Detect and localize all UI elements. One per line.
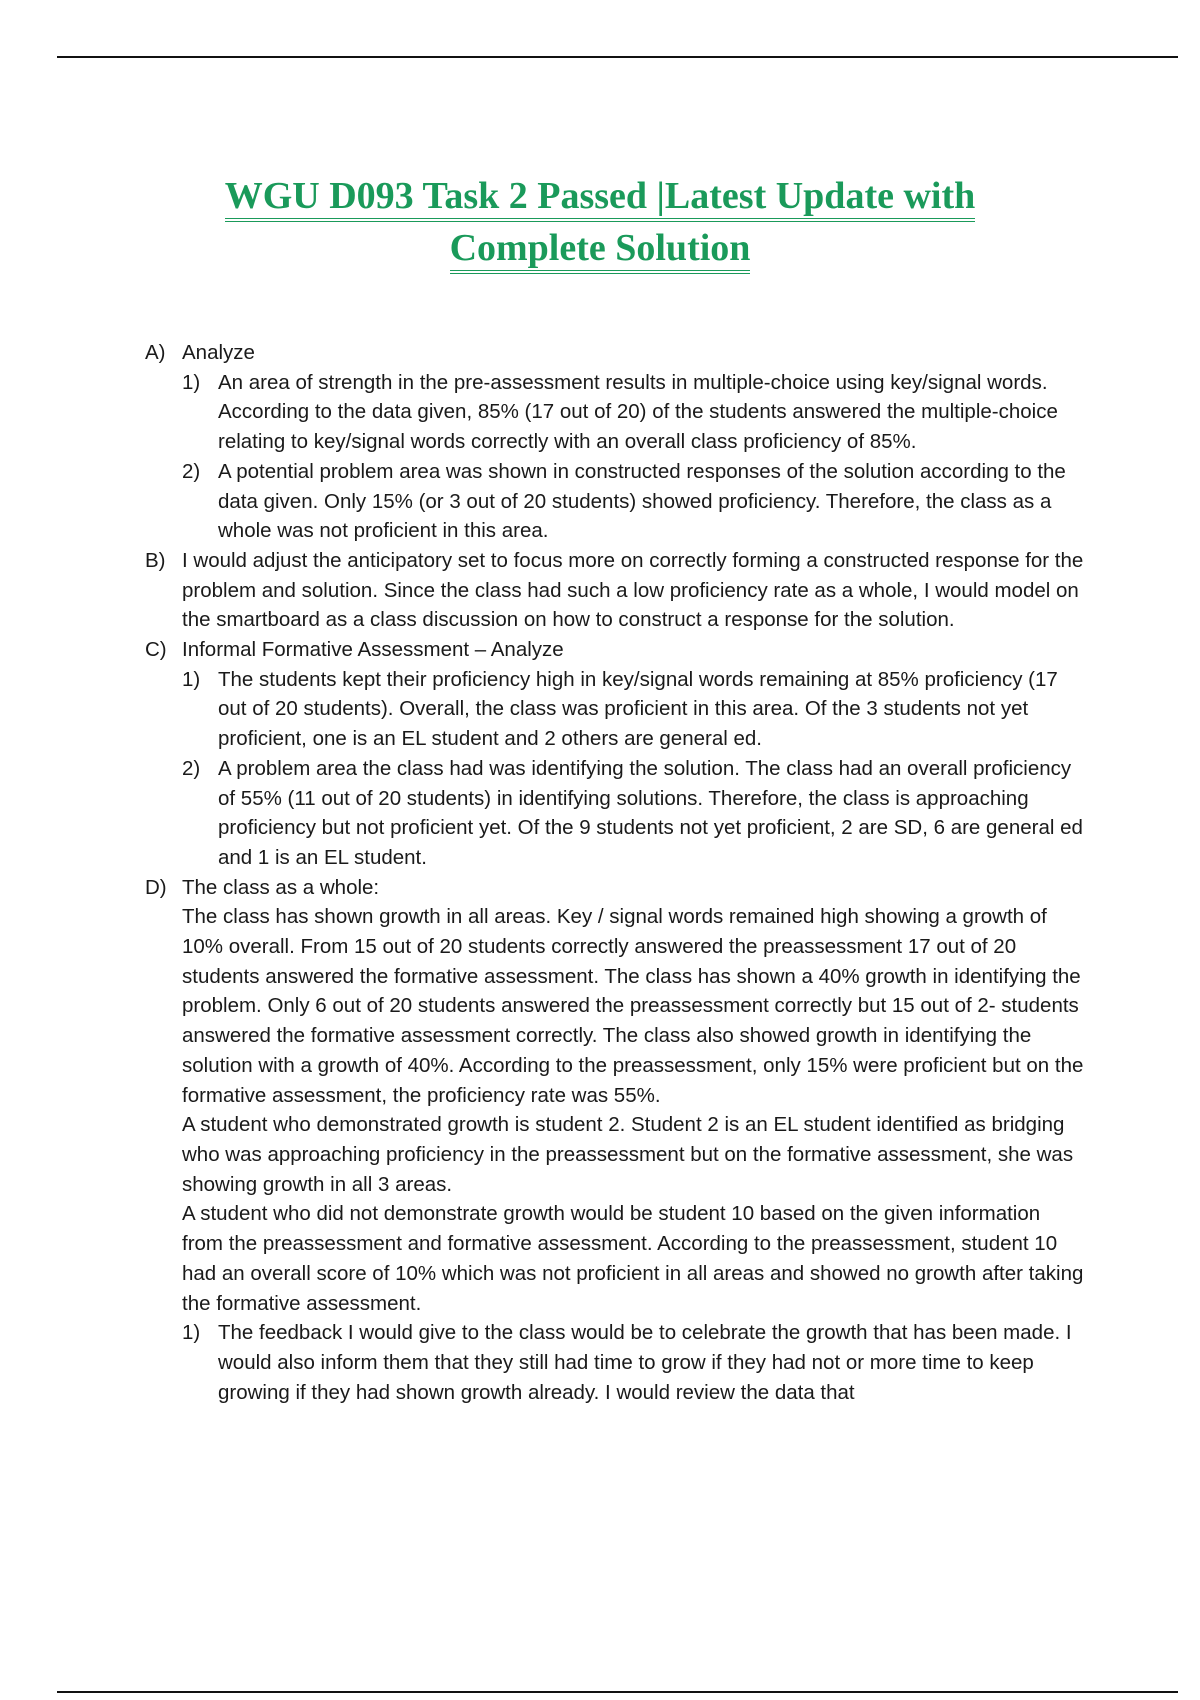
section-label: A) (145, 341, 166, 364)
document-body (145, 338, 1085, 1407)
item-text: A problem area the class had was identifying the solution. The class had an overall proficiency of 55% (11 out of 20 students) in identifying solutions. Therefore, the class is approaching proficiency but not proficient yet. Of the 9 students not yet proficient, 2 are SD, 6 are general ed and 1 is an EL student. (218, 756, 1083, 869)
item-number: 1) (182, 370, 201, 394)
bottom-rule (57, 1691, 1178, 1693)
list-item (182, 368, 1085, 457)
paragraph: A student who demonstrated growth is student 2. Student 2 is an EL student identified as bridging who was approaching proficiency in the preassessment but on the formative assessment, she was showing growth in all 3 areas. (182, 1113, 1074, 1196)
section-a-heading (145, 338, 1085, 368)
section-label: B) (145, 548, 166, 572)
item-text: An area of strength in the pre-assessment results in multiple-choice using key/signal words. According to the data given, 85% (17 out of 20) of the students answered the multiple-choice relating to key/signal words correctly with an overall class proficiency of 85%. (218, 370, 1058, 454)
list-item (182, 665, 1085, 754)
section-b (145, 546, 1085, 635)
item-text: A potential problem area was shown in constructed responses of the solution according to the data given. Only 15% (or 3 out of 20 students) showed proficiency. Therefore, the class as a whole was not proficient in this area. (218, 459, 1066, 543)
list-item (182, 754, 1085, 873)
section-heading: The class as a whole: (182, 875, 380, 899)
item-text: The feedback I would give to the class would be to celebrate the growth that has been made. I would also inform them that they still had time to grow if they had not or more time to keep growing if they had shown growth already. I would review the data that (218, 1321, 1072, 1404)
page-title (0, 170, 1200, 274)
title-line-2: Complete Solution (450, 226, 751, 274)
section-d-heading (145, 873, 1085, 903)
section-label: C) (145, 638, 167, 662)
list-item (182, 457, 1085, 546)
item-number: 1) (182, 667, 201, 691)
top-rule (57, 56, 1178, 58)
section-heading: Analyze (182, 341, 255, 364)
item-number: 1) (182, 1321, 201, 1345)
section-label: D) (145, 875, 167, 899)
item-number: 2) (182, 459, 201, 483)
list-item (182, 1318, 1085, 1407)
section-c-heading (145, 635, 1085, 665)
title-line-1: WGU D093 Task 2 Passed |Latest Update with (225, 174, 976, 222)
paragraph: The class has shown growth in all areas. Key / signal words remained high showing a growth of 10% overall. From 15 out of 20 students correctly answered the preassessment 17 out of 20 students answered the formative assessment. The class has shown a 40% growth in identifying the problem. Only 6 out of 20 students answered the preassessment correctly but 15 out of 2- students answered the formative assessment correctly. The class also showed growth in identifying the solution with a growth of 40%. According to the preassessment, only 15% were proficient but on the formative assessment, the proficiency rate was 55%. (182, 905, 1084, 1107)
item-text: The students kept their proficiency high in key/signal words remaining at 85% proficiency (17 out of 20 students). Overall, the class was proficient in this area. Of the 3 students not yet proficient, one is an EL student and 2 others are general ed. (218, 667, 1058, 751)
item-number: 2) (182, 756, 201, 780)
paragraph: A student who did not demonstrate growth would be student 10 based on the given information from the preassessment and formative assessment. According to the preassessment, student 10 had an overall score of 10% which was not proficient in all areas and showed no growth after taking the formative assessment. (182, 1202, 1084, 1315)
section-text: I would adjust the anticipatory set to focus more on correctly forming a constructed response for the problem and solution. Since the class had such a low proficiency rate as a whole, I would model on the smartboard as a class discussion on how to construct a response for the solution. (182, 548, 1084, 632)
section-heading: Informal Formative Assessment – Analyze (182, 638, 564, 662)
